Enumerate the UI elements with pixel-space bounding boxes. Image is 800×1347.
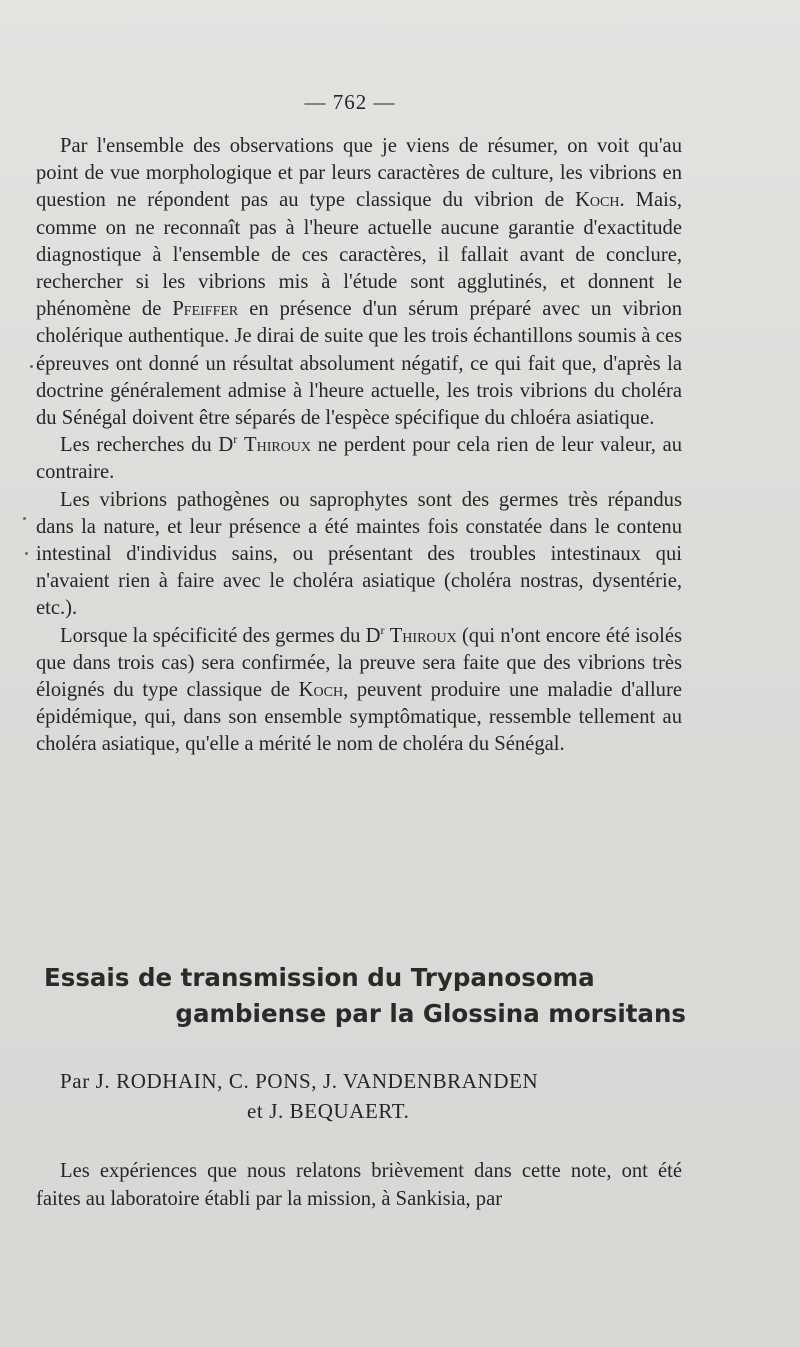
text-run: . Mais, comme on ne reconnaît pas à l'heure actuelle aucune garantie d'exactitude diagnostique à l'ensemble de ces caractères, il fallait avant de conclure, rechercher si les vibrions mis à l'étude sont agglutinés, et donnent le phénomène de — [36, 189, 682, 321]
paragraph — [36, 487, 682, 623]
page-number: — 762 — — [304, 90, 396, 114]
text-run: Lorsque la spécificité des germes du D — [60, 624, 381, 647]
name-small-caps: Koch — [575, 189, 620, 212]
section-title-line-1: Essais de transmission du Trypanosoma — [44, 963, 595, 992]
name-small-caps: Koch — [298, 679, 344, 702]
paragraph — [36, 432, 682, 486]
paragraph — [36, 623, 682, 759]
text-run: Les recherches du D — [60, 434, 234, 457]
text-run: ne perdent pour cela rien de leur valeur, au contraire. — [36, 434, 683, 484]
paragraph — [36, 133, 682, 432]
text-run — [237, 434, 244, 456]
paper-speck — [30, 365, 33, 368]
name-small-caps: Thiroux — [389, 624, 457, 647]
paper-speck — [23, 517, 26, 520]
text-run: en présence d'un sérum préparé avec un vibrion cholérique authentique. Je dirai de suite que les trois échantillons soumis à ces épreuves ont donné un résultat absolument négatif, ce qui fait que, d'après la doctrine généralement admise à l'heure actuelle, les trois vibrions du choléra du Sénégal doivent être séparés de l'espèce spécifique du chloéra asiatique. — [36, 298, 682, 430]
authors — [60, 1066, 660, 1126]
section-title-line-2: gambiense par la Glossina morsitans — [175, 999, 686, 1028]
article-body — [36, 133, 682, 759]
section-title — [44, 960, 686, 1032]
text-run: , peuvent produire une maladie d'allure épidémique, qui, dans son ensemble symptômatique, ressemble tellement au choléra asiatique, qu'elle a mérité le nom de choléra du Sénégal. — [36, 679, 682, 756]
text-run: Les vibrions pathogènes ou saprophytes sont des germes très répandus dans la nature, et leur présence a été maintes fois constatée dans le contenu intestinal d'individus sains, ou présentant des troubles intestinaux qui n'avaient rien à faire avec le choléra asiatique (choléra nostras, dysentérie, etc.). — [36, 488, 682, 620]
superscript: r — [233, 432, 238, 447]
name-small-caps: Thiroux — [244, 434, 312, 457]
text-run: (qui n'ont encore été isolés que dans trois cas) sera confirmée, la preuve sera faite que des vibrions très éloignés du type classique de — [36, 624, 682, 702]
authors-line-1: Par J. RODHAIN, C. PONS, J. VANDENBRANDEN — [60, 1069, 539, 1093]
name-small-caps: Pfeiffer — [172, 298, 239, 321]
intro-paragraph: Les expériences que nous relatons brièvement dans cette note, ont été faites au laboratoire établi par la mission, à Sankisia, par — [36, 1160, 682, 1210]
authors-line-2: et J. BEQUAERT. — [247, 1099, 410, 1123]
paper-speck — [25, 552, 28, 555]
text-run: Par l'ensemble des observations que je viens de résumer, on voit qu'au point de vue morphologique et par leurs caractères de culture, les vibrions en question ne répondent pas au type classique du vibrion de — [36, 135, 682, 212]
superscript: r — [380, 622, 385, 637]
intro-text — [36, 1157, 682, 1213]
